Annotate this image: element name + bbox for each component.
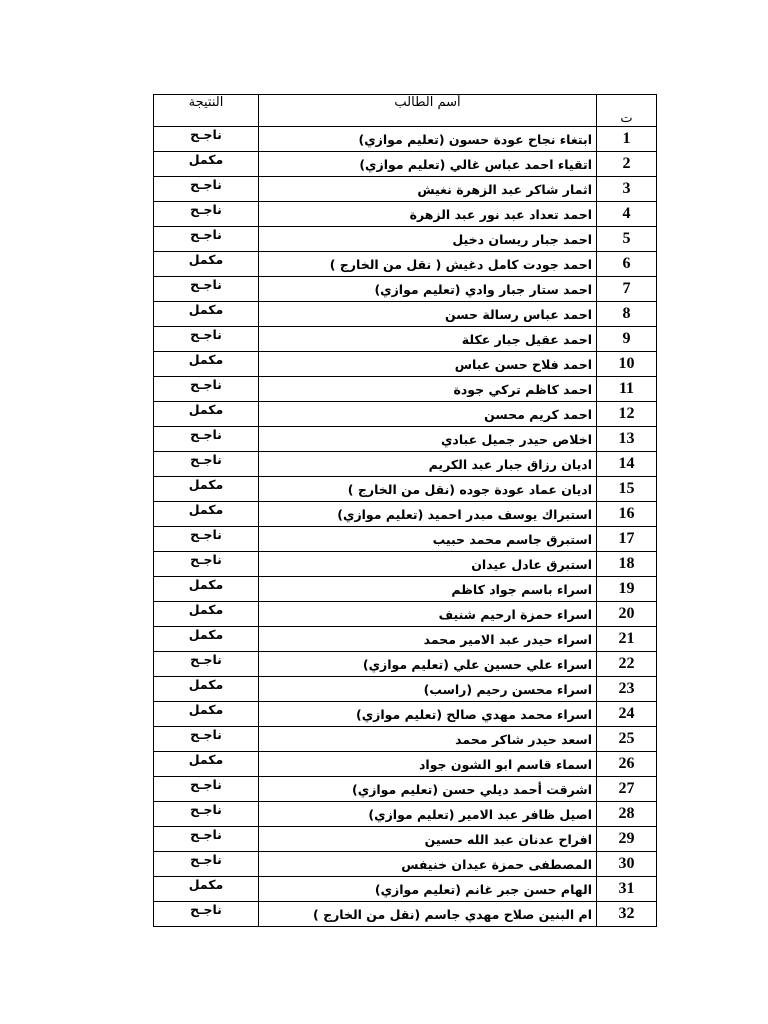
row-number: 29 bbox=[597, 827, 657, 852]
row-number: 25 bbox=[597, 727, 657, 752]
row-number: 17 bbox=[597, 527, 657, 552]
row-number: 13 bbox=[597, 427, 657, 452]
student-name: اخلاص حيدر جميل عبادي bbox=[259, 427, 597, 452]
row-number: 8 bbox=[597, 302, 657, 327]
result-status: ناجـح bbox=[154, 527, 259, 552]
student-name: اسراء باسم جواد كاظم bbox=[259, 577, 597, 602]
student-name: اسراء حمزة ارحيم شنيف bbox=[259, 602, 597, 627]
result-status: ناجـح bbox=[154, 327, 259, 352]
row-number: 20 bbox=[597, 602, 657, 627]
table-row bbox=[154, 302, 657, 327]
table-body bbox=[154, 127, 657, 927]
student-name: استبرق عادل عيدان bbox=[259, 552, 597, 577]
table-row bbox=[154, 552, 657, 577]
result-status: مكمل bbox=[154, 877, 259, 902]
student-name: احمد فلاح حسن عباس bbox=[259, 352, 597, 377]
student-name: اسراء علي حسين علي (تعليم موازي) bbox=[259, 652, 597, 677]
table-row bbox=[154, 127, 657, 152]
student-name: المصطفى حمزة عيدان خنيفس bbox=[259, 852, 597, 877]
result-status: ناجـح bbox=[154, 377, 259, 402]
column-header-number: ت bbox=[597, 95, 657, 127]
result-status: مكمل bbox=[154, 352, 259, 377]
result-status: ناجـح bbox=[154, 852, 259, 877]
result-status: ناجـح bbox=[154, 727, 259, 752]
row-number: 30 bbox=[597, 852, 657, 877]
table-row bbox=[154, 427, 657, 452]
row-number: 12 bbox=[597, 402, 657, 427]
row-number: 19 bbox=[597, 577, 657, 602]
row-number: 26 bbox=[597, 752, 657, 777]
result-status: مكمل bbox=[154, 752, 259, 777]
table-row bbox=[154, 452, 657, 477]
row-number: 6 bbox=[597, 252, 657, 277]
table-row bbox=[154, 652, 657, 677]
row-number: 18 bbox=[597, 552, 657, 577]
table-row bbox=[154, 727, 657, 752]
student-name: اسعد حيدر شاكر محمد bbox=[259, 727, 597, 752]
result-status: مكمل bbox=[154, 627, 259, 652]
student-name: الهام حسن جبر غانم (تعليم موازي) bbox=[259, 877, 597, 902]
student-name: احمد ستار جبار وادي (تعليم موازي) bbox=[259, 277, 597, 302]
student-name: احمد عقيل جبار عكلة bbox=[259, 327, 597, 352]
student-name: احمد عباس رسالة حسن bbox=[259, 302, 597, 327]
table-row bbox=[154, 277, 657, 302]
table-row bbox=[154, 902, 657, 927]
result-status: مكمل bbox=[154, 477, 259, 502]
result-status: ناجـح bbox=[154, 227, 259, 252]
table-row bbox=[154, 377, 657, 402]
row-number: 14 bbox=[597, 452, 657, 477]
table-row bbox=[154, 702, 657, 727]
table-row bbox=[154, 502, 657, 527]
student-name: استبرق جاسم محمد حبيب bbox=[259, 527, 597, 552]
result-status: ناجـح bbox=[154, 902, 259, 927]
student-name: اديان رزاق جبار عبد الكريم bbox=[259, 452, 597, 477]
row-number: 1 bbox=[597, 127, 657, 152]
row-number: 4 bbox=[597, 202, 657, 227]
row-number: 3 bbox=[597, 177, 657, 202]
result-status: مكمل bbox=[154, 702, 259, 727]
table-row bbox=[154, 152, 657, 177]
row-number: 2 bbox=[597, 152, 657, 177]
student-name: احمد جبار ريسان دخيل bbox=[259, 227, 597, 252]
row-number: 9 bbox=[597, 327, 657, 352]
table-row bbox=[154, 627, 657, 652]
result-status: ناجـح bbox=[154, 277, 259, 302]
student-name: اديان عماد عودة جوده (نقل من الخارج ) bbox=[259, 477, 597, 502]
row-number: 11 bbox=[597, 377, 657, 402]
student-name: احمد تعداد عبد نور عبد الزهرة bbox=[259, 202, 597, 227]
table-row bbox=[154, 327, 657, 352]
table-row bbox=[154, 602, 657, 627]
row-number: 5 bbox=[597, 227, 657, 252]
row-number: 23 bbox=[597, 677, 657, 702]
result-status: مكمل bbox=[154, 402, 259, 427]
result-status: ناجـح bbox=[154, 652, 259, 677]
column-header-student-name: أسم الطالب bbox=[259, 95, 597, 127]
table-row bbox=[154, 852, 657, 877]
table-row bbox=[154, 752, 657, 777]
student-name: احمد جودت كامل دغيش ( نقل من الخارج ) bbox=[259, 252, 597, 277]
table-row bbox=[154, 477, 657, 502]
student-name: افراح عدنان عبد الله حسين bbox=[259, 827, 597, 852]
result-status: ناجـح bbox=[154, 177, 259, 202]
row-number: 15 bbox=[597, 477, 657, 502]
row-number: 7 bbox=[597, 277, 657, 302]
result-status: ناجـح bbox=[154, 452, 259, 477]
row-number: 28 bbox=[597, 802, 657, 827]
student-name: استبراك يوسف مبدر احميد (تعليم موازي) bbox=[259, 502, 597, 527]
table-row bbox=[154, 202, 657, 227]
student-name: اثمار شاكر عبد الزهرة نغيش bbox=[259, 177, 597, 202]
result-status: مكمل bbox=[154, 252, 259, 277]
table-row bbox=[154, 527, 657, 552]
row-number: 10 bbox=[597, 352, 657, 377]
row-number: 32 bbox=[597, 902, 657, 927]
result-status: ناجـح bbox=[154, 827, 259, 852]
result-status: مكمل bbox=[154, 302, 259, 327]
table-row bbox=[154, 802, 657, 827]
student-name: اسراء محمد مهدي صالح (تعليم موازي) bbox=[259, 702, 597, 727]
student-name: اسراء حيدر عبد الامير محمد bbox=[259, 627, 597, 652]
student-name: اسماء قاسم ابو الشون جواد bbox=[259, 752, 597, 777]
table-row bbox=[154, 877, 657, 902]
table-row bbox=[154, 227, 657, 252]
table-row bbox=[154, 177, 657, 202]
result-status: مكمل bbox=[154, 677, 259, 702]
student-name: احمد كريم محسن bbox=[259, 402, 597, 427]
result-status: ناجـح bbox=[154, 427, 259, 452]
student-name: احمد كاظم تركي جودة bbox=[259, 377, 597, 402]
row-number: 27 bbox=[597, 777, 657, 802]
table-row bbox=[154, 827, 657, 852]
result-status: ناجـح bbox=[154, 202, 259, 227]
student-name: ابتغاء نجاح عودة حسون (تعليم موازي) bbox=[259, 127, 597, 152]
row-number: 21 bbox=[597, 627, 657, 652]
table-row bbox=[154, 352, 657, 377]
result-status: ناجـح bbox=[154, 552, 259, 577]
table-row bbox=[154, 577, 657, 602]
student-name: اشرقت أحمد ديلي حسن (تعليم موازي) bbox=[259, 777, 597, 802]
table-row bbox=[154, 777, 657, 802]
result-status: ناجـح bbox=[154, 802, 259, 827]
student-name: ام البنين صلاح مهدي جاسم (نقل من الخارج ) bbox=[259, 902, 597, 927]
student-name: اتقياء احمد عباس غالي (تعليم موازي) bbox=[259, 152, 597, 177]
row-number: 24 bbox=[597, 702, 657, 727]
table-header-row bbox=[154, 95, 657, 127]
row-number: 31 bbox=[597, 877, 657, 902]
table-row bbox=[154, 252, 657, 277]
table-row bbox=[154, 677, 657, 702]
result-status: مكمل bbox=[154, 602, 259, 627]
result-status: مكمل bbox=[154, 502, 259, 527]
column-header-result: النتيجة bbox=[154, 95, 259, 127]
table-row bbox=[154, 402, 657, 427]
row-number: 16 bbox=[597, 502, 657, 527]
result-status: ناجـح bbox=[154, 777, 259, 802]
student-name: اصيل ظافر عبد الامير (تعليم موازي) bbox=[259, 802, 597, 827]
result-status: ناجـح bbox=[154, 127, 259, 152]
student-results-table bbox=[153, 94, 657, 927]
row-number: 22 bbox=[597, 652, 657, 677]
result-status: مكمل bbox=[154, 152, 259, 177]
result-status: مكمل bbox=[154, 577, 259, 602]
student-name: اسراء محسن رحيم (راسب) bbox=[259, 677, 597, 702]
